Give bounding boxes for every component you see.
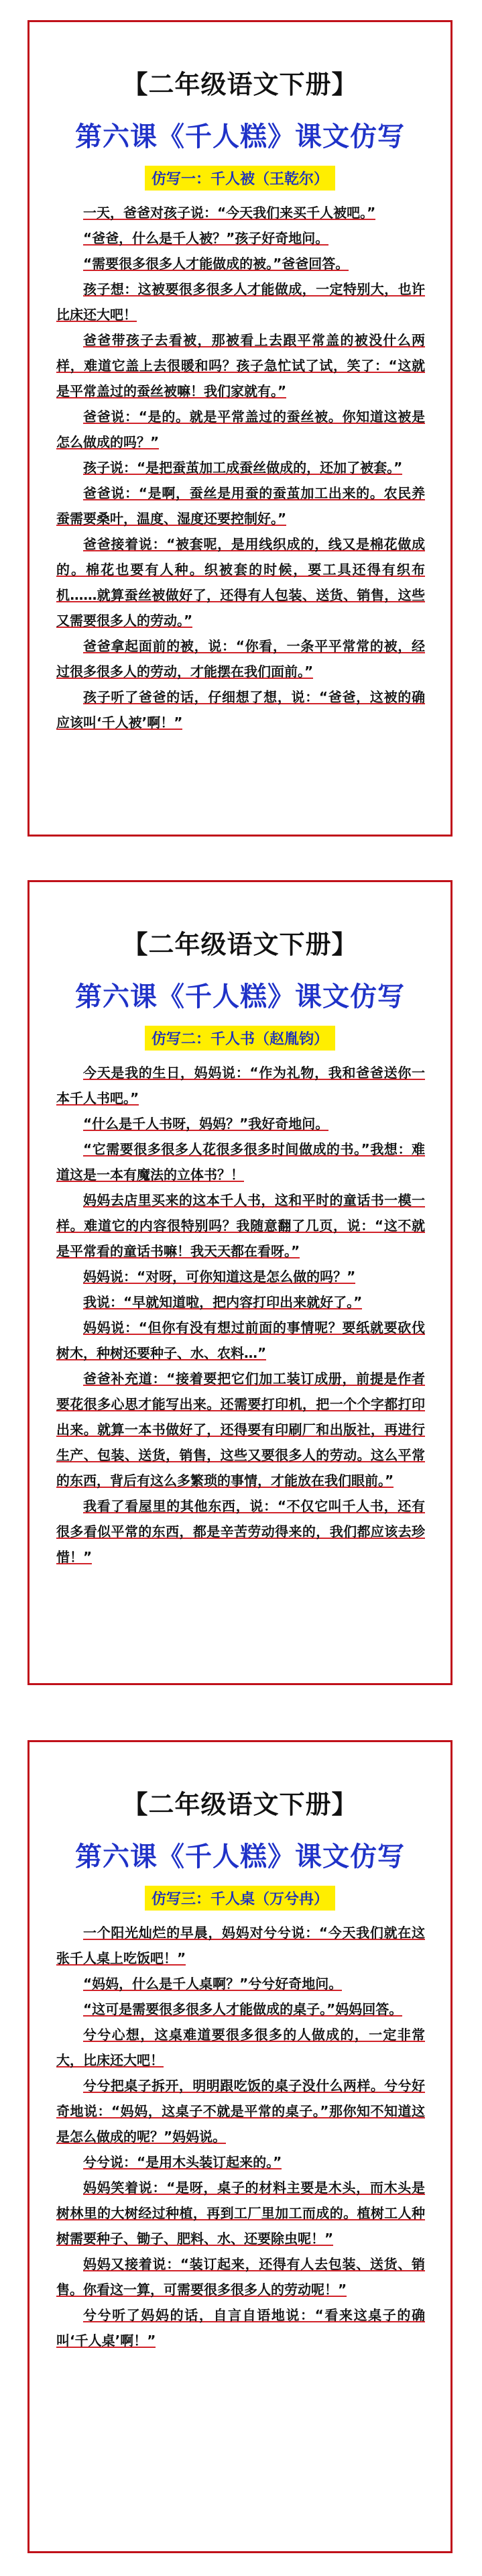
paragraph: 孩子听了爸爸的话，仔细想了想，说：“爸爸，这被的确应该叫‘千人被’啊！” [56, 689, 425, 731]
article-subtitle: 仿写二：千人书（赵胤钧） [145, 1026, 335, 1051]
lesson-title: 第六课《千人糕》课文仿写 [75, 121, 405, 152]
lesson-title: 第六课《千人糕》课文仿写 [75, 1841, 405, 1872]
paragraph: “它需要很多很多人花很多很多时间做成的书。”我想：难道这是一本有魔法的立体书？！ [56, 1141, 425, 1183]
article-card-1 [27, 20, 453, 837]
paragraph: “需要很多很多人才能做成的被。”爸爸回答。 [83, 256, 349, 272]
paragraph: 爸爸说：“是的。就是平常盖过的蚕丝被。你知道这被是怎么做成的吗？” [56, 409, 425, 450]
paragraph: 妈妈笑着说：“是呀，桌子的材料主要是木头，而木头是树林里的大树经过种植，再到工厂里加工而成的。植树工人种树需要种子、锄子、肥料、水、还要除虫呢！” [56, 2180, 425, 2247]
paragraph: 爸爸补充道：“接着要把它们加工装订成册，前提是作者要花很多心思才能写出来。还需要打印机，把一个个字都打印出来。就算一本书做好了，还得要有印刷厂和出版社，再进行生产、包装、送货，销售，这些又要很多人的劳动。这么平常的东西，背后有这么多繁琐的事情，才能放在我们眼前。” [56, 1371, 425, 1489]
paragraph: 今天是我的生日，妈妈说：“作为礼物，我和爸爸送你一本千人书吧。” [56, 1065, 425, 1106]
paragraph: 妈妈说：“对呀，可你知道这是怎么做的吗？” [83, 1269, 356, 1285]
paragraph: 兮兮说：“是用木头装订起来的。” [83, 2154, 282, 2170]
paragraph: 爸爸说：“是啊，蚕丝是用蚕的蚕茧加工出来的。农民养蚕需要桑叶，温度、湿度还要控制好。” [56, 485, 425, 527]
grade-heading: 【二年级语文下册】 [122, 1790, 358, 1819]
article-card-2 [27, 880, 453, 1685]
paragraph: 爸爸接着说：“被套呢，是用线织成的，线又是棉花做成的。棉花也要有人种。织被套的时候，要工具还得有织布机……就算蚕丝被做好了，还得有人包装、送货、销售，这些又需要很多人的劳动。” [56, 536, 425, 629]
paragraph: 爸爸带孩子去看被，那被看上去跟平常盖的被没什么两样，难道它盖上去很暖和吗？孩子急忙试了试，笑了：“这就是平常盖过的蚕丝被嘛！我们家就有。” [56, 332, 425, 399]
paragraph: “什么是千人书呀，妈妈？”我好奇地问。 [83, 1116, 329, 1132]
lesson-title: 第六课《千人糕》课文仿写 [75, 981, 405, 1012]
paragraph: 兮兮把桌子拆开，明明跟吃饭的桌子没什么两样。兮兮好奇地说：“妈妈，这桌子不就是平常的桌子。”那你知不知道这是怎么做成的呢？”妈妈说。 [56, 2078, 425, 2145]
article-body [56, 1060, 425, 1570]
paragraph: 妈妈又接着说：“装订起来，还得有人去包装、送货、销售。你看这一算，可需要很多很多人的劳动呢！” [56, 2256, 425, 2298]
article-subtitle: 仿写一：千人被（王乾尔） [145, 166, 335, 191]
article-body [56, 200, 425, 735]
grade-heading: 【二年级语文下册】 [122, 930, 358, 959]
paragraph: 兮兮心想，这桌难道要很多很多的人做成的，一定非常大，比床还大吧！ [56, 2027, 425, 2068]
paragraph: 妈妈去店里买来的这本千人书，这和平时的童话书一模一样。难道它的内容很特别吗？我随意翻了几页，说：“这不就是平常看的童话书嘛！我天天都在看呀。” [56, 1192, 425, 1259]
paragraph: “妈妈，什么是千人桌啊？”兮兮好奇地问。 [83, 1976, 343, 1992]
paragraph: 兮兮听了妈妈的话，自言自语地说：“看来这桌子的确叫‘千人桌’啊！” [56, 2307, 425, 2349]
article-card-3 [27, 1740, 453, 2553]
paragraph: 一天，爸爸对孩子说：“今天我们来买千人被吧。” [83, 205, 376, 221]
paragraph: 我看了看屋里的其他东西，说：“不仅它叫千人书，还有很多看似平常的东西，都是辛苦劳动得来的，我们都应该去珍惜！” [56, 1498, 425, 1565]
paragraph: “这可是需要很多很多人才能做成的桌子。”妈妈回答。 [83, 2001, 403, 2017]
article-body [56, 1920, 425, 2353]
paragraph: 妈妈说：“但你有没有想过前面的事情呢？要纸就要砍伐树木，种树还要种子、水、农料…” [56, 1320, 425, 1361]
paragraph: 我说：“早就知道啦，把内容打印出来就好了。” [83, 1294, 363, 1310]
paragraph: 孩子说：“是把蚕茧加工成蚕丝做成的，还加了被套。” [83, 460, 403, 476]
paragraph: 爸爸拿起面前的被，说：“你看，一条平平常常的被，经过很多很多人的劳动，才能摆在我们面前。” [56, 638, 425, 680]
paragraph: 一个阳光灿烂的早晨，妈妈对兮兮说：“今天我们就在这张千人桌上吃饭吧！” [56, 1925, 425, 1966]
paragraph: “爸爸，什么是千人被？”孩子好奇地问。 [83, 230, 329, 246]
article-subtitle: 仿写三：千人桌（万兮冉） [145, 1886, 335, 1911]
grade-heading: 【二年级语文下册】 [122, 70, 358, 99]
paragraph: 孩子想：这被要很多很多人才能做成，一定特别大，也许比床还大吧！ [56, 281, 425, 323]
